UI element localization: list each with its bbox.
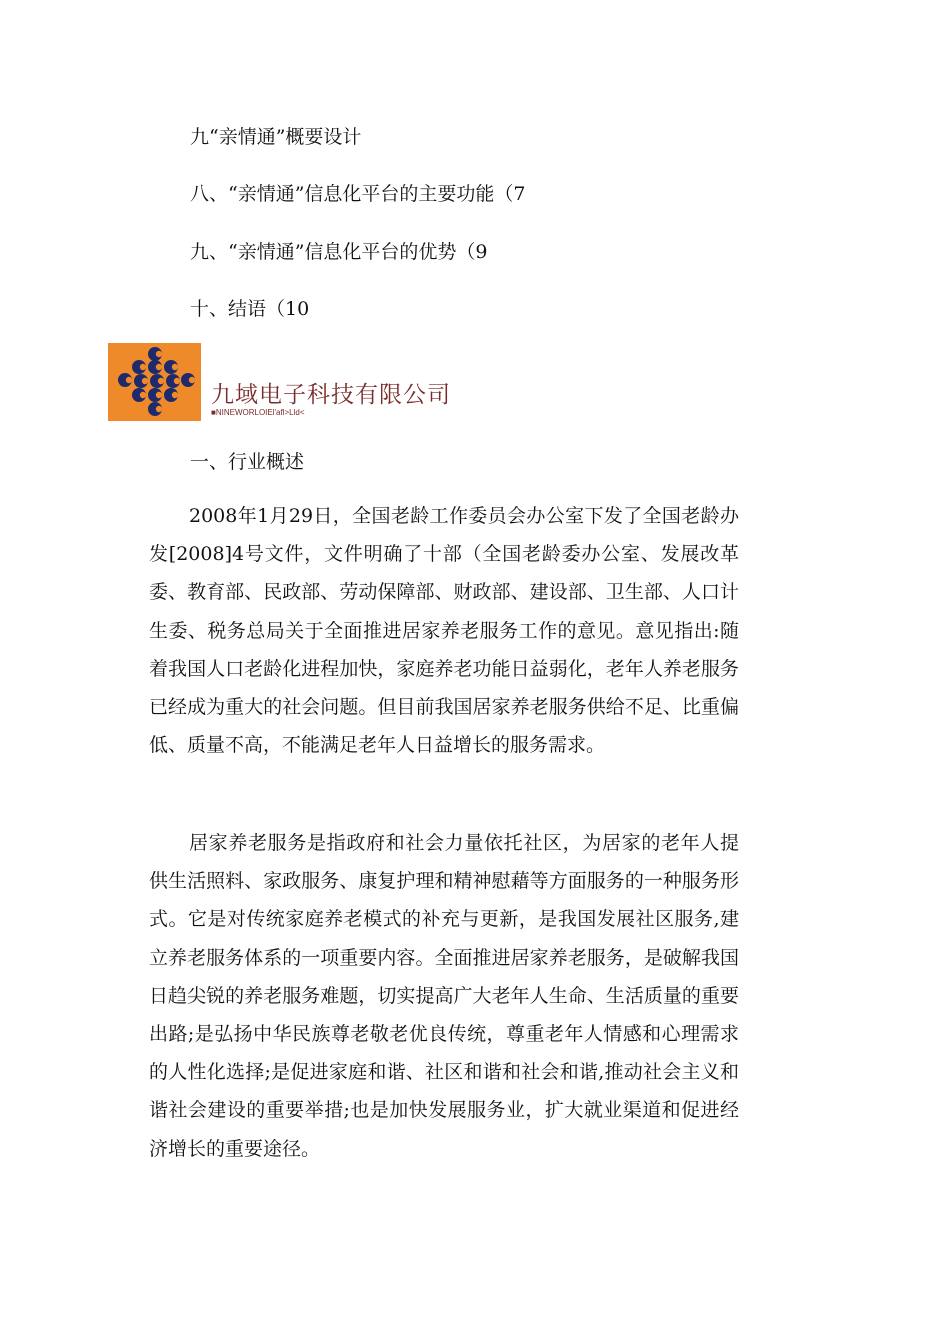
toc-item: 九、“亲情通”信息化平台的优势（9	[190, 241, 488, 263]
paragraph: 居家养老服务是指政府和社会力量依托社区，为居家的老年人提供生活照料、家政服务、康复护理和精神慰藉等方面服务的一种服务形式。它是对传统家庭养老模式的补充与更新，是我国发展社区服务,建立养老服务体系的一项重要内容。全面推进居家养老服务，是破解我国日趋尖锐的养老服务难题，切实提高广大老年人生命、生活质量的重要出路;是弘扬中华民族尊老敬老优良传统，尊重老年人情感和心理需求的人性化选择;是促进家庭和谐、社区和谐和社会和谐,推动社会主义和谐社会建设的重要举措;也是加快发展服务业，扩大就业渠道和促进经济增长的重要途径。	[149, 832, 739, 1160]
logo-mark-icon	[108, 343, 201, 421]
section-heading: 一、行业概述	[190, 451, 305, 473]
toc-item: 十、结语（10	[190, 298, 310, 320]
paragraph: 2008年1月29日，全国老龄工作委员会办公室下发了全国老龄办发[2008]4号文件，文件明确了十部（全国老龄委办公室、发展改革委、教育部、民政部、劳动保障部、财政部、建设部、卫生部、人口计生委、税务总局关于全面推进居家养老服务工作的意见。意见指出:随着我国人口老龄化进程加快，家庭养老功能日益弱化，老年人养老服务已经成为重大的社会问题。但目前我国居家养老服务供给不足、比重偏低、质量不高，不能满足老年人日益增长的服务需求。	[149, 505, 739, 757]
toc-item: 九“亲情通”概要设计	[190, 126, 362, 148]
company-logo-icon	[108, 343, 201, 421]
company-english-name: ■NINEWORLOIEl'afl>Lld<	[211, 408, 305, 417]
company-name: 九域电子科技有限公司	[211, 382, 451, 408]
toc-item: 八、“亲情通”信息化平台的主要功能（7	[190, 183, 526, 205]
